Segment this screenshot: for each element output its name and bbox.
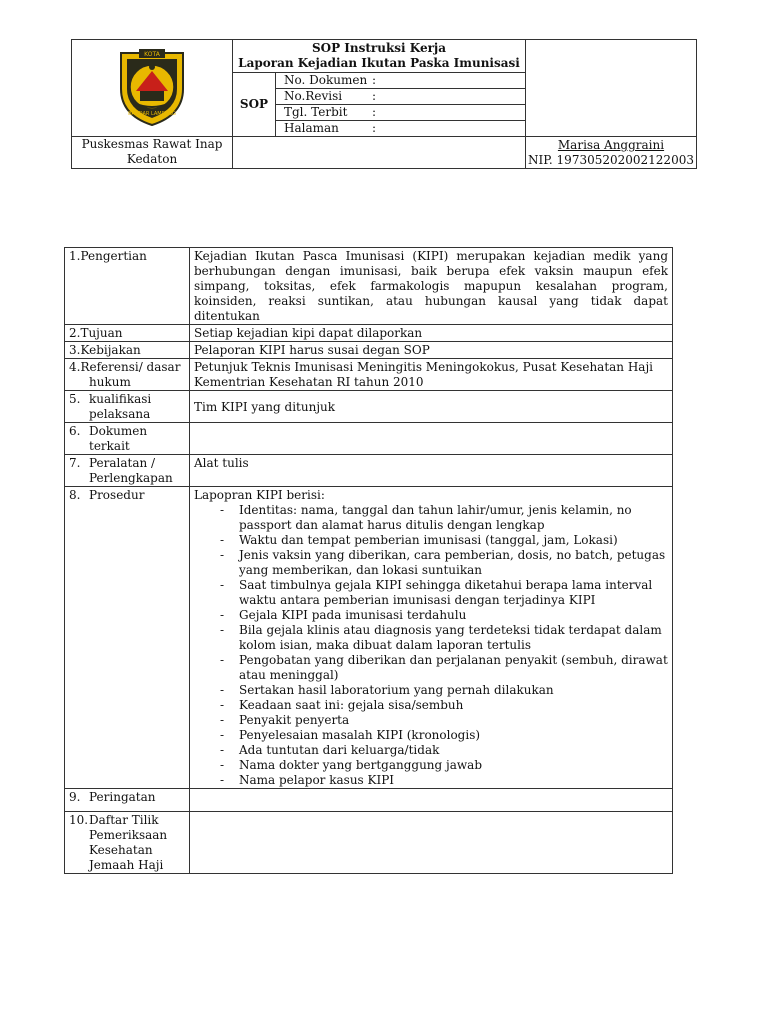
list-item [220,503,668,533]
row-value-kebijakan: Pelaporan KIPI harus susai degan SOP [190,342,673,359]
document-title [233,40,526,73]
table-row [65,423,673,455]
list-item-line: yang memberikan, dan lokasi suntuikan [239,563,482,577]
header-table [71,39,697,169]
dokumen-label-2: terkait [89,439,130,453]
list-item [220,623,668,653]
row-label-kualifikasi [65,391,190,423]
list-item-line: - Nama dokter yang bertganggung jawab [239,758,483,772]
list-item-line: - Jenis vaksin yang diberikan, cara pemberian, dosis, no batch, petugas [239,548,666,562]
table-row [65,359,673,391]
list-item-line: - Penyakit penyerta [239,713,350,727]
field-sep: : [372,89,377,103]
pengertian-line-1: Kejadian Ikutan Pasca Imunisasi (KIPI) merupakan kejadian medik yang [194,249,668,263]
list-item-line: - Gejala KIPI pada imunisasi terdahulu [239,608,467,622]
signer-name: Marisa Anggraini [557,138,665,152]
row-number: 5. [69,392,81,406]
city-emblem-logo [109,45,195,127]
list-item [220,653,668,683]
field-label: Halaman [284,121,339,135]
pengertian-line-4: koinsiden, reaksi suntikan, atau hubungan kausal yang tidak dapat ditentukan [194,294,668,323]
list-item-line: kolom isian, maka dibuat dalam laporan tertulis [239,638,531,652]
row-label-pengertian: 1.Pengertian [65,248,190,325]
row-value-kualifikasi: Tim KIPI yang ditunjuk [190,391,673,423]
list-item-line: - Penyelesaian masalah KIPI (kronologis) [239,728,481,742]
list-item-line: - Identitas: nama, tanggal dan tahun lahir/umur, jenis kelamin, no [239,503,632,517]
list-item [220,533,668,548]
row-number: 10. [69,813,89,827]
pengertian-line-3: simpang, toksitas, efek farmakologis mapupun kesalahan program, [194,279,668,293]
table-row [65,325,673,342]
dokumen-label-1: Dokumen [89,424,148,438]
list-item [220,578,668,608]
list-item-line: - Pengobatan yang diberikan dan perjalanan penyakit (sembuh, dirawat [239,653,668,667]
peralatan-label-1: Peralatan / [89,456,156,470]
row-number: 8. [69,488,81,502]
header-blank-right [526,40,697,137]
row-label-daftar-tilik [65,812,190,874]
field-label: Tgl. Terbit [284,105,348,119]
row-number: 9. [69,790,81,804]
org-line-1: Puskesmas Rawat Inap [81,137,223,151]
kualifikasi-label-2: pelaksana [89,407,151,421]
row-label-kebijakan: 3.Kebijakan [65,342,190,359]
list-item-line: waktu antara pemberian imunisasi dengan terjadinya KIPI [239,593,596,607]
referensi-label-2: hukum [89,375,131,389]
list-item [220,728,668,743]
peringatan-label: Peringatan [89,790,156,804]
row-value-pengertian [190,248,673,325]
table-row [65,391,673,423]
list-item [220,698,668,713]
row-value-peralatan: Alat tulis [190,455,673,487]
row-number: 6. [69,424,81,438]
field-label: No. Dokumen [284,73,368,87]
table-row [65,342,673,359]
row-label-referensi [65,359,190,391]
peralatan-label-2: Perlengkapan [89,471,173,485]
sop-content-table [64,247,673,874]
table-row [65,455,673,487]
list-item-line: passport dan alamat harus ditulis dengan lengkap [239,518,545,532]
row-value-dokumen [190,423,673,455]
list-item-line: - Nama pelapor kasus KIPI [239,773,395,787]
row-label-dokumen [65,423,190,455]
field-halaman [276,121,526,137]
referensi-line-2: Kementrian Kesehatan RI tahun 2010 [194,375,424,389]
prosedur-intro: Lapopran KIPI berisi: [194,488,325,502]
row-value-referensi [190,359,673,391]
list-item [220,713,668,728]
list-item [220,743,668,758]
table-row [65,789,673,812]
list-item-line: - Waktu dan tempat pemberian imunisasi (tanggal, jam, Lokasi) [239,533,618,547]
title-line-1: SOP Instruksi Kerja [311,41,447,55]
signer-block [526,137,697,169]
row-label-peralatan [65,455,190,487]
row-label-prosedur [65,487,190,789]
row-value-peringatan [190,789,673,812]
referensi-line-1: Petunjuk Teknis Imunisasi Meningitis Meningokokus, Pusat Kesehatan Haji [194,360,654,374]
field-tgl-terbit [276,105,526,121]
row-value-prosedur [190,487,673,789]
table-row [65,248,673,325]
org-line-2: Kedaton [126,152,178,166]
table-row [65,812,673,874]
field-sep: : [372,73,377,87]
row-value-daftar-tilik [190,812,673,874]
list-item-line: - Bila gejala klinis atau diagnosis yang terdeteksi tidak terdapat dalam [239,623,662,637]
signer-nip: NIP. 197305202002122003 [528,153,694,167]
list-item-line: - Saat timbulnya gejala KIPI sehingga diketahui berapa lama interval [239,578,653,592]
field-sep: : [372,105,377,119]
field-no-revisi [276,89,526,105]
list-item [220,548,668,578]
kualifikasi-label-1: kualifikasi [89,392,152,406]
prosedur-label: Prosedur [89,488,145,502]
sop-label: SOP [233,73,276,137]
daftar-label-1: Daftar Tilik [89,813,159,827]
list-item-line: - Sertakan hasil laboratorium yang pernah dilakukan [239,683,554,697]
list-item [220,683,668,698]
row-value-tujuan: Setiap kejadian kipi dapat dilaporkan [190,325,673,342]
table-row [65,487,673,789]
footer-blank-middle [233,137,526,169]
field-no-dokumen [276,73,526,89]
row-label-peringatan [65,789,190,812]
prosedur-list [194,503,668,788]
list-item-line: - Ada tuntutan dari keluarga/tidak [239,743,440,757]
pengertian-line-2: berhubungan dengan imunisasi, baik berupa efek vaksin maupun efek [194,264,668,278]
daftar-label-3: Kesehatan [89,843,153,857]
referensi-label-1: 4.Referensi/ dasar [69,360,181,374]
logo-text-top: KOTA [144,51,160,58]
organization-name [72,137,233,169]
list-item [220,758,668,773]
field-sep: : [372,121,377,135]
row-number: 7. [69,456,81,470]
logo-text-bottom: BANDAR LAMPUNG [128,111,176,117]
title-line-2: Laporan Kejadian Ikutan Paska Imunisasi [238,56,520,70]
list-item-line: - Keadaan saat ini: gejala sisa/sembuh [239,698,464,712]
row-label-tujuan: 2.Tujuan [65,325,190,342]
list-item-line: atau meninggal) [239,668,339,682]
daftar-label-4: Jemaah Haji [89,858,164,872]
list-item [220,773,668,788]
field-label: No.Revisi [284,89,343,103]
daftar-label-2: Pemeriksaan [89,828,168,842]
logo-cell [72,40,233,137]
list-item [220,608,668,623]
